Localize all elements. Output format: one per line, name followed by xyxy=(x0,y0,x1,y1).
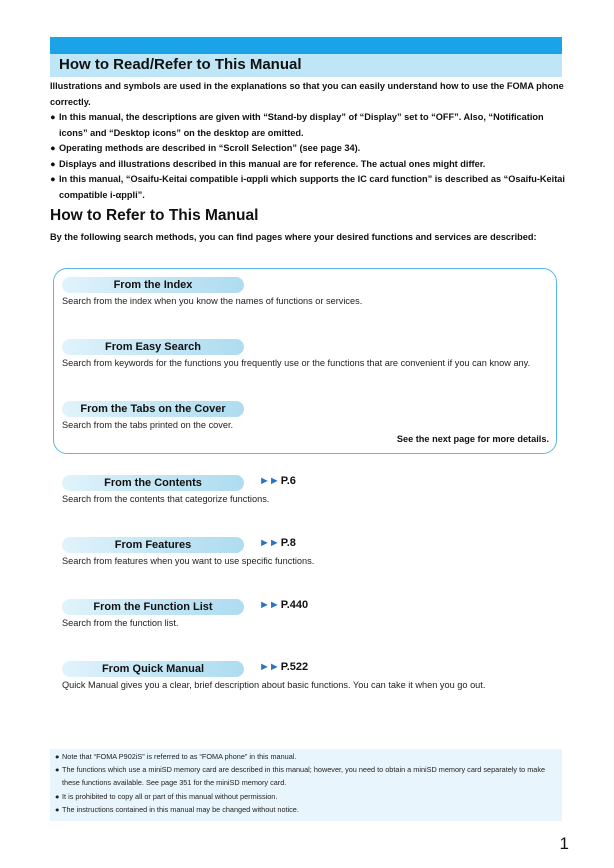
method-pill-tabs[interactable]: From the Tabs on the Cover xyxy=(62,401,244,417)
method-desc: Search from the function list. xyxy=(62,618,179,628)
page-reference[interactable]: ►► P.522 xyxy=(259,661,309,673)
bullet-dot-icon: ● xyxy=(50,174,56,184)
bullet-dot-icon: ● xyxy=(50,143,56,153)
arrow-right-icon: ►► xyxy=(259,475,279,487)
method-pill-function-list[interactable]: From the Function List xyxy=(62,599,244,615)
bullet-dot-icon: ● xyxy=(50,158,56,169)
section-heading: How to Refer to This Manual xyxy=(50,207,259,224)
arrow-right-icon: ►► xyxy=(259,599,279,611)
header-bar xyxy=(50,37,562,54)
bullet-dot-icon: ● xyxy=(50,112,56,122)
section-intro: By the following search methods, you can find pages where your desired functions and services are described: xyxy=(50,232,537,242)
bullet-item: ● Displays and illustrations described in this manual are for reference. The actual ones might differ. xyxy=(50,157,565,173)
method-pill-features[interactable]: From Features xyxy=(62,537,244,553)
method-desc: Search from the contents that categorize functions. xyxy=(62,494,270,504)
page-reference[interactable]: ►► P.8 xyxy=(259,537,296,549)
note-item: ● Note that “FOMA P902iS” is referred to as “FOMA phone” in this manual. xyxy=(55,751,560,764)
method-pill-easy-search[interactable]: From Easy Search xyxy=(62,339,244,355)
page-reference[interactable]: ►► P.6 xyxy=(259,475,296,487)
note-item: ● It is prohibited to copy all or part of this manual without permission. xyxy=(55,791,560,804)
bullet-dot-icon: ● xyxy=(55,765,60,774)
bullet-item: ● In this manual, “Osaifu-Keitai compatible i-αppli which supports the IC card function” is described as “Osaifu-Keitai compatible i-αppli”. xyxy=(50,174,565,200)
note-item: ● The instructions contained in this manual may be changed without notice. xyxy=(55,804,560,817)
bullet-item: ● In this manual, the descriptions are given with “Stand-by display” of “Display” set to “OFF”. Also, “Notification icons” and “Desktop icons” on the desktop are omitted. xyxy=(50,112,544,138)
bullet-item: ● Operating methods are described in “Scroll Selection” (see page 34). xyxy=(50,141,565,157)
page-number: 1 xyxy=(559,834,569,853)
method-desc: Search from keywords for the functions you frequently use or the functions that are convenient if you can know any. xyxy=(62,358,531,368)
more-details-note: See the next page for more details. xyxy=(396,434,549,444)
note-item: ● The functions which use a miniSD memory card are described in this manual; however, you need to obtain a miniSD memory card separately to make these functions available. See page 351 for the miniSD memory card. xyxy=(55,765,546,787)
page-reference[interactable]: ►► P.440 xyxy=(259,599,309,611)
method-pill-contents[interactable]: From the Contents xyxy=(62,475,244,491)
bullet-dot-icon: ● xyxy=(55,752,60,761)
method-pill-index[interactable]: From the Index xyxy=(62,277,244,293)
method-desc: Search from the index when you know the names of functions or services. xyxy=(62,296,363,306)
bullet-dot-icon: ● xyxy=(55,792,60,801)
method-desc: Quick Manual gives you a clear, brief description about basic functions. You can take it when you go out. xyxy=(62,680,486,690)
page-title: How to Read/Refer to This Manual xyxy=(59,56,302,73)
bullet-dot-icon: ● xyxy=(55,805,60,814)
intro-text: Illustrations and symbols are used in the explanations so that you can easily understand how to use the FOMA phone correctly. xyxy=(50,81,564,107)
method-desc: Search from features when you want to use specific functions. xyxy=(62,556,315,566)
title-band xyxy=(50,54,562,77)
arrow-right-icon: ►► xyxy=(259,537,279,549)
method-desc: Search from the tabs printed on the cover. xyxy=(62,420,234,430)
arrow-right-icon: ►► xyxy=(259,661,279,673)
method-pill-quick-manual[interactable]: From Quick Manual xyxy=(62,661,244,677)
